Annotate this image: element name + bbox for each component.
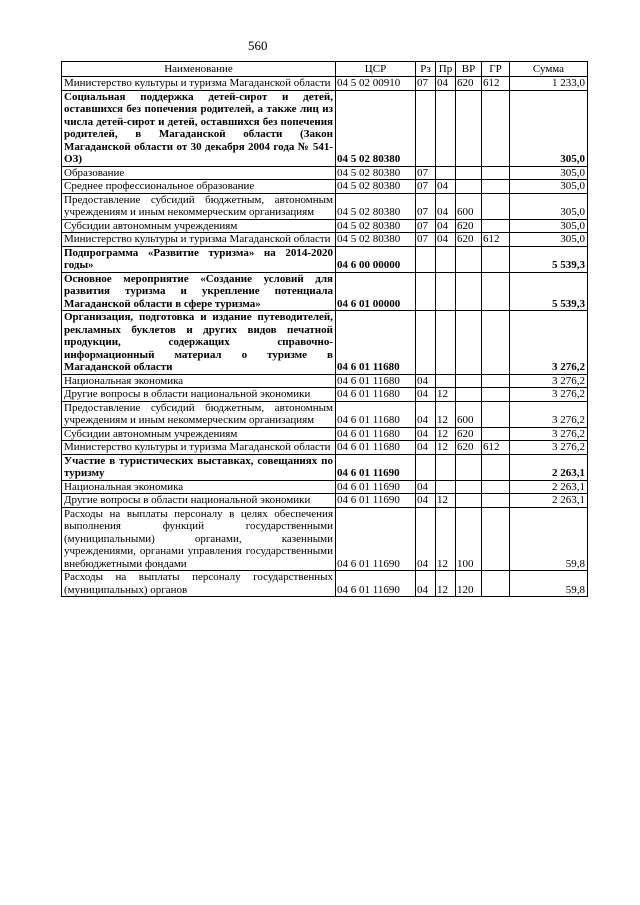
cell-csr: 04 6 01 11680 bbox=[336, 388, 416, 402]
cell-csr: 04 6 01 11690 bbox=[336, 494, 416, 508]
table-row bbox=[62, 401, 588, 427]
cell-csr: 04 6 01 11690 bbox=[336, 571, 416, 597]
cell-gr bbox=[482, 219, 510, 233]
cell-sum: 59,8 bbox=[510, 507, 588, 571]
cell-vr: 600 bbox=[456, 193, 482, 219]
table-row bbox=[62, 374, 588, 388]
cell-name: Другие вопросы в области национальной экономики bbox=[62, 388, 336, 402]
cell-sum: 2 263,1 bbox=[510, 454, 588, 480]
cell-name: Национальная экономика bbox=[62, 374, 336, 388]
cell-name: Расходы на выплаты персоналу в целях обеспечения выполнения функций государственными (муниципальными) органами, казенными учреждениями, органами управления государственными внебюджетными фондами bbox=[62, 507, 336, 571]
cell-sum: 1 233,0 bbox=[510, 77, 588, 91]
header-pr: Пр bbox=[436, 62, 456, 77]
cell-csr: 04 6 01 11680 bbox=[336, 441, 416, 455]
cell-csr: 04 5 02 00910 bbox=[336, 77, 416, 91]
header-csr: ЦСР bbox=[336, 62, 416, 77]
cell-rz: 04 bbox=[416, 441, 436, 455]
header-rz: Рз bbox=[416, 62, 436, 77]
cell-sum: 5 539,3 bbox=[510, 246, 588, 272]
cell-vr bbox=[456, 454, 482, 480]
table-row bbox=[62, 571, 588, 597]
cell-gr: 612 bbox=[482, 233, 510, 247]
cell-rz: 04 bbox=[416, 571, 436, 597]
cell-pr bbox=[436, 246, 456, 272]
table-row bbox=[62, 193, 588, 219]
cell-rz bbox=[416, 454, 436, 480]
cell-sum: 2 263,1 bbox=[510, 480, 588, 494]
header-vr: ВР bbox=[456, 62, 482, 77]
cell-sum: 3 276,2 bbox=[510, 311, 588, 375]
cell-pr: 12 bbox=[436, 427, 456, 441]
cell-pr bbox=[436, 90, 456, 166]
cell-gr: 612 bbox=[482, 441, 510, 455]
header-name: Наименование bbox=[62, 62, 336, 77]
cell-csr: 04 6 00 00000 bbox=[336, 246, 416, 272]
cell-csr: 04 6 01 11680 bbox=[336, 401, 416, 427]
cell-csr: 04 5 02 80380 bbox=[336, 90, 416, 166]
cell-rz: 04 bbox=[416, 507, 436, 571]
cell-name: Организация, подготовка и издание путеводителей, рекламных буклетов и других видов печатной продукции, содержащих справочно-информационный материал о туризме в Магаданской области bbox=[62, 311, 336, 375]
table-row bbox=[62, 272, 588, 311]
cell-name: Расходы на выплаты персоналу государственных (муниципальных) органов bbox=[62, 571, 336, 597]
cell-vr bbox=[456, 246, 482, 272]
cell-rz: 07 bbox=[416, 219, 436, 233]
table-row bbox=[62, 77, 588, 91]
cell-rz: 04 bbox=[416, 401, 436, 427]
cell-name: Министерство культуры и туризма Магаданской области bbox=[62, 233, 336, 247]
cell-gr bbox=[482, 507, 510, 571]
cell-sum: 59,8 bbox=[510, 571, 588, 597]
cell-rz: 07 bbox=[416, 166, 436, 180]
budget-table bbox=[61, 61, 588, 597]
cell-rz bbox=[416, 90, 436, 166]
cell-vr: 620 bbox=[456, 233, 482, 247]
table-header-row bbox=[62, 62, 588, 77]
cell-rz bbox=[416, 246, 436, 272]
cell-sum: 305,0 bbox=[510, 193, 588, 219]
cell-rz: 04 bbox=[416, 374, 436, 388]
cell-pr: 04 bbox=[436, 77, 456, 91]
cell-name: Министерство культуры и туризма Магаданской области bbox=[62, 77, 336, 91]
cell-csr: 04 5 02 80380 bbox=[336, 180, 416, 194]
cell-pr: 12 bbox=[436, 571, 456, 597]
cell-vr bbox=[456, 480, 482, 494]
cell-name: Министерство культуры и туризма Магаданской области bbox=[62, 441, 336, 455]
cell-sum: 305,0 bbox=[510, 166, 588, 180]
cell-pr: 04 bbox=[436, 180, 456, 194]
cell-csr: 04 6 01 11690 bbox=[336, 454, 416, 480]
cell-rz bbox=[416, 272, 436, 311]
header-gr: ГР bbox=[482, 62, 510, 77]
cell-pr bbox=[436, 480, 456, 494]
cell-pr: 04 bbox=[436, 219, 456, 233]
cell-gr bbox=[482, 180, 510, 194]
table-row bbox=[62, 180, 588, 194]
cell-gr bbox=[482, 246, 510, 272]
cell-vr: 120 bbox=[456, 571, 482, 597]
cell-rz: 04 bbox=[416, 494, 436, 508]
cell-pr: 12 bbox=[436, 441, 456, 455]
cell-vr: 620 bbox=[456, 441, 482, 455]
cell-gr bbox=[482, 90, 510, 166]
table-row bbox=[62, 507, 588, 571]
cell-pr bbox=[436, 272, 456, 311]
cell-rz: 04 bbox=[416, 427, 436, 441]
cell-gr bbox=[482, 480, 510, 494]
table-row bbox=[62, 454, 588, 480]
table-row bbox=[62, 246, 588, 272]
cell-gr bbox=[482, 427, 510, 441]
table-row bbox=[62, 388, 588, 402]
cell-pr bbox=[436, 454, 456, 480]
cell-name: Предоставление субсидий бюджетным, автономным учреждениям и иным некоммерческим организациям bbox=[62, 401, 336, 427]
cell-rz: 04 bbox=[416, 388, 436, 402]
cell-pr bbox=[436, 166, 456, 180]
table-row bbox=[62, 427, 588, 441]
cell-rz: 07 bbox=[416, 180, 436, 194]
cell-vr: 600 bbox=[456, 401, 482, 427]
cell-sum: 3 276,2 bbox=[510, 401, 588, 427]
cell-gr bbox=[482, 193, 510, 219]
cell-vr bbox=[456, 272, 482, 311]
cell-rz: 07 bbox=[416, 193, 436, 219]
cell-gr bbox=[482, 494, 510, 508]
cell-gr bbox=[482, 166, 510, 180]
cell-csr: 04 5 02 80380 bbox=[336, 166, 416, 180]
cell-pr bbox=[436, 374, 456, 388]
cell-gr bbox=[482, 401, 510, 427]
table-row bbox=[62, 90, 588, 166]
table-row bbox=[62, 233, 588, 247]
header-sum: Сумма bbox=[510, 62, 588, 77]
cell-pr: 12 bbox=[436, 401, 456, 427]
cell-csr: 04 6 01 11690 bbox=[336, 507, 416, 571]
cell-csr: 04 5 02 80380 bbox=[336, 193, 416, 219]
cell-csr: 04 6 01 11690 bbox=[336, 480, 416, 494]
cell-sum: 5 539,3 bbox=[510, 272, 588, 311]
cell-rz bbox=[416, 311, 436, 375]
cell-vr bbox=[456, 311, 482, 375]
cell-sum: 305,0 bbox=[510, 180, 588, 194]
cell-name: Субсидии автономным учреждениям bbox=[62, 427, 336, 441]
cell-sum: 3 276,2 bbox=[510, 441, 588, 455]
cell-csr: 04 6 01 00000 bbox=[336, 272, 416, 311]
cell-pr: 12 bbox=[436, 507, 456, 571]
cell-name: Предоставление субсидий бюджетным, автономным учреждениям и иным некоммерческим организациям bbox=[62, 193, 336, 219]
cell-csr: 04 6 01 11680 bbox=[336, 311, 416, 375]
cell-pr: 04 bbox=[436, 193, 456, 219]
cell-vr bbox=[456, 180, 482, 194]
cell-csr: 04 5 02 80380 bbox=[336, 219, 416, 233]
cell-rz: 04 bbox=[416, 480, 436, 494]
page-number: 560 bbox=[248, 38, 268, 53]
cell-name: Участие в туристических выставках, совещаниях по туризму bbox=[62, 454, 336, 480]
cell-name: Субсидии автономным учреждениям bbox=[62, 219, 336, 233]
table-row bbox=[62, 494, 588, 508]
cell-csr: 04 6 01 11680 bbox=[336, 374, 416, 388]
cell-gr bbox=[482, 571, 510, 597]
cell-vr: 620 bbox=[456, 219, 482, 233]
cell-vr bbox=[456, 494, 482, 508]
cell-gr bbox=[482, 272, 510, 311]
cell-gr bbox=[482, 374, 510, 388]
cell-pr bbox=[436, 311, 456, 375]
cell-name: Образование bbox=[62, 166, 336, 180]
cell-gr: 612 bbox=[482, 77, 510, 91]
cell-vr bbox=[456, 90, 482, 166]
cell-pr: 12 bbox=[436, 388, 456, 402]
table-row bbox=[62, 219, 588, 233]
cell-csr: 04 6 01 11680 bbox=[336, 427, 416, 441]
cell-sum: 3 276,2 bbox=[510, 388, 588, 402]
cell-sum: 305,0 bbox=[510, 219, 588, 233]
cell-gr bbox=[482, 388, 510, 402]
cell-vr: 620 bbox=[456, 77, 482, 91]
cell-pr: 12 bbox=[436, 494, 456, 508]
cell-rz: 07 bbox=[416, 233, 436, 247]
table-row bbox=[62, 311, 588, 375]
cell-vr bbox=[456, 388, 482, 402]
cell-csr: 04 5 02 80380 bbox=[336, 233, 416, 247]
cell-sum: 2 263,1 bbox=[510, 494, 588, 508]
cell-sum: 305,0 bbox=[510, 90, 588, 166]
cell-name: Среднее профессиональное образование bbox=[62, 180, 336, 194]
cell-gr bbox=[482, 311, 510, 375]
table-row bbox=[62, 480, 588, 494]
cell-sum: 3 276,2 bbox=[510, 427, 588, 441]
table-row bbox=[62, 166, 588, 180]
cell-name: Основное мероприятие «Создание условий для развития туризма и укрепление потенциала Магаданской области в сфере туризма» bbox=[62, 272, 336, 311]
table-body bbox=[62, 77, 588, 597]
cell-vr bbox=[456, 374, 482, 388]
cell-name: Социальная поддержка детей-сирот и детей, оставшихся без попечения родителей, а также лиц из числа детей-сирот и детей, оставшихся без попечения родителей, в Магаданской области (Закон Магаданской области от 30 декабря 2004 года № 541-ОЗ) bbox=[62, 90, 336, 166]
cell-name: Подпрограмма «Развитие туризма» на 2014-2020 годы» bbox=[62, 246, 336, 272]
table-row bbox=[62, 441, 588, 455]
cell-pr: 04 bbox=[436, 233, 456, 247]
cell-sum: 305,0 bbox=[510, 233, 588, 247]
cell-name: Национальная экономика bbox=[62, 480, 336, 494]
cell-sum: 3 276,2 bbox=[510, 374, 588, 388]
cell-gr bbox=[482, 454, 510, 480]
cell-vr: 100 bbox=[456, 507, 482, 571]
cell-name: Другие вопросы в области национальной экономики bbox=[62, 494, 336, 508]
cell-vr: 620 bbox=[456, 427, 482, 441]
cell-vr bbox=[456, 166, 482, 180]
cell-rz: 07 bbox=[416, 77, 436, 91]
